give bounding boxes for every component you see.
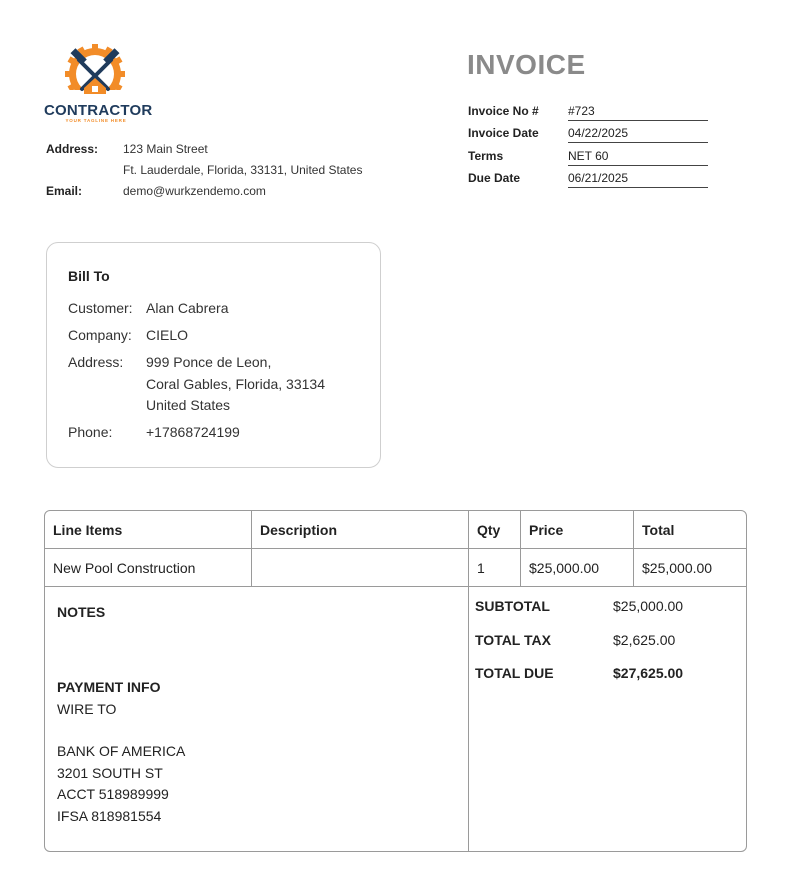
address-line1: 123 Main Street <box>123 142 208 156</box>
header-qty: Qty <box>477 522 501 538</box>
bank-street: 3201 SOUTH ST <box>57 764 163 781</box>
bill-to-heading: Bill To <box>68 268 110 284</box>
tax-value: $2,625.00 <box>613 632 676 648</box>
row-price: $25,000.00 <box>529 560 600 576</box>
bank-account: ACCT 518989999 <box>57 786 169 802</box>
customer-label: Customer: <box>68 300 133 316</box>
notes-label: NOTES <box>57 604 106 620</box>
email-label: Email: <box>46 184 83 198</box>
company-label: Company: <box>68 327 132 343</box>
tax-label: TOTAL TAX <box>475 632 551 648</box>
total-due-value: $27,625.00 <box>613 665 684 681</box>
invoice-date-value: 04/22/2025 <box>568 126 708 143</box>
bill-to-card <box>46 242 381 468</box>
payment-info-section <box>57 677 185 827</box>
invoice-meta <box>468 98 708 188</box>
invoice-no-value: #723 <box>568 104 708 121</box>
company-logo <box>44 44 153 124</box>
email-value[interactable]: demo@wurkzendemo.com <box>123 184 266 198</box>
phone-label: Phone: <box>68 424 113 440</box>
subtotal-row <box>475 598 683 614</box>
bank-name: BANK OF AMERICA <box>57 743 186 759</box>
notes-section <box>57 603 105 621</box>
address-line2: Ft. Lauderdale, Florida, 33131, United States <box>123 163 363 177</box>
wire-to: WIRE TO <box>57 700 117 717</box>
due-date-label: Due Date <box>468 171 521 186</box>
terms-value: NET 60 <box>568 149 708 166</box>
row-description <box>252 549 468 587</box>
customer-value: Alan Cabrera <box>146 300 229 316</box>
bill-address-label: Address: <box>68 354 124 370</box>
bank-ifsa: IFSA 818981554 <box>57 807 162 824</box>
subtotal-value: $25,000.00 <box>613 598 684 614</box>
logo-tagline: YOUR TAGLINE HERE <box>65 118 127 123</box>
row-total: $25,000.00 <box>642 560 713 576</box>
total-due-row <box>475 665 683 681</box>
terms-label: Terms <box>468 148 504 163</box>
subtotal-label: SUBTOTAL <box>475 598 550 614</box>
header-description: Description <box>260 522 338 538</box>
bill-address-line2: Coral Gables, Florida, 33134 <box>146 375 325 392</box>
company-info <box>46 140 362 203</box>
due-date-value: 06/21/2025 <box>568 171 708 188</box>
line-items-table <box>44 510 747 852</box>
invoice-no-label: Invoice No # <box>468 103 539 118</box>
payment-info-label: PAYMENT INFO <box>57 679 161 695</box>
tax-row <box>475 632 675 648</box>
header-total: Total <box>642 522 675 538</box>
bill-address-line1: 999 Ponce de Leon, <box>146 354 272 370</box>
total-due-label: TOTAL DUE <box>475 665 554 681</box>
invoice-date-label: Invoice Date <box>468 126 539 141</box>
logo-name: CONTRACTOR <box>44 102 153 119</box>
row-item: New Pool Construction <box>53 560 196 576</box>
address-label: Address: <box>46 142 99 156</box>
invoice-title: INVOICE <box>467 49 586 80</box>
header-line-items: Line Items <box>53 522 123 538</box>
bill-address-line3: United States <box>146 397 231 413</box>
gear-hammer-logo-icon <box>62 44 128 102</box>
header-price: Price <box>529 522 564 538</box>
row-qty: 1 <box>477 560 485 576</box>
company-value: CIELO <box>146 327 189 343</box>
phone-value: +17868724199 <box>146 424 240 440</box>
